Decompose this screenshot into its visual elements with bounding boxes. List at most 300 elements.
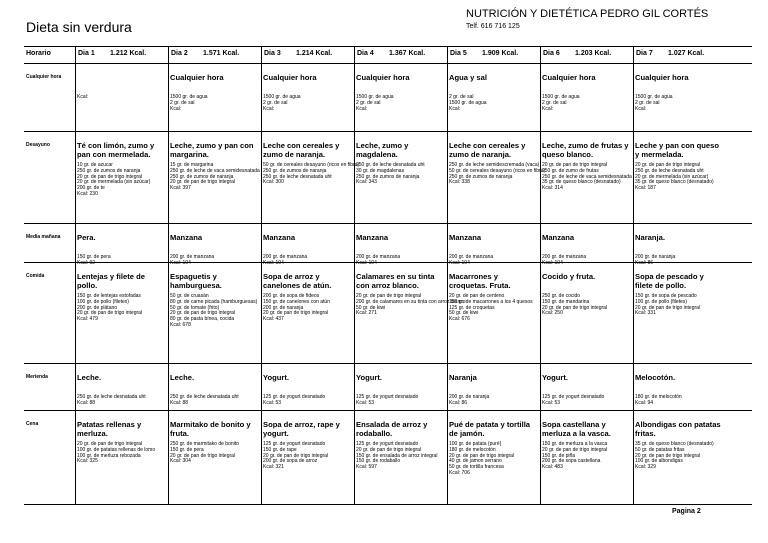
meal-cell (170, 272, 258, 329)
ingredient-line: 30 gr. de magdalenas (356, 167, 405, 174)
ingredient-line: 200 gr. de manzana (263, 254, 308, 260)
ingredient-line: Kcal: 329 (635, 464, 656, 471)
dish-name: Ensalada de arroz y rodaballo. (356, 420, 428, 438)
ingredient-line: Kcal: (170, 105, 182, 112)
ingredient-line: 150 gr. de rape (263, 446, 297, 453)
ingredient-line: 250 gr. de zumos de naranja (77, 167, 141, 174)
ingredient-list (170, 255, 258, 267)
ingredient-line: 2 gr. de sal (263, 99, 288, 106)
ingredient-list (77, 395, 165, 407)
ingredient-list (542, 95, 630, 112)
ingredient-line: 40 gr. de jamon serrano (449, 458, 502, 465)
ingredient-line: 20 gr. de pan de trigo integral (356, 293, 422, 299)
table-rule (24, 410, 752, 411)
ingredient-line: 250 gr. de zumo de frutas (542, 167, 599, 174)
ingredient-line: Kcal: 397 (170, 185, 191, 192)
meal-cell (542, 272, 630, 317)
ingredient-line: 50 gr. de tortilla francesa (449, 464, 504, 471)
header-day-kcal: 1.214 Kcal. (296, 50, 333, 57)
clinic-phone: Telf. 616 716 125 (466, 23, 520, 30)
ingredient-line: Kcal: 314 (542, 185, 563, 192)
meal-cell (77, 373, 165, 407)
dish-name: Naranja. (635, 233, 665, 242)
meal-cell (263, 233, 351, 267)
ingredient-line: Kcal: (77, 94, 89, 100)
ingredient-list (170, 442, 258, 465)
ingredient-list (542, 395, 630, 407)
dish-name: Sopa de arroz, rape y yogurt. (263, 420, 340, 438)
column-divider (354, 46, 355, 504)
ingredient-line: Kcal: 88 (170, 399, 189, 406)
table-rule (24, 46, 752, 47)
ingredient-line: 50 gr. de tomate (frito) (170, 304, 220, 311)
dish-name: Leche con cereales y zumo de naranja. (263, 141, 340, 159)
ingredient-list (635, 163, 723, 192)
header-day-kcal: 1.203 Kcal. (575, 50, 612, 57)
ingredient-list (449, 442, 537, 477)
ingredient-list (542, 163, 630, 192)
ingredient-line: Kcal: 437 (263, 316, 284, 323)
ingredient-line: 2 gr. de sal (449, 94, 474, 100)
meal-cell (356, 73, 444, 112)
ingredient-line: 150 gr. de piña (542, 452, 576, 459)
ingredient-list (170, 163, 258, 192)
dish-name: Espaguetis y hamburguesa. (170, 272, 222, 290)
meal-cell (263, 420, 351, 471)
ingredient-line: 15 gr. de margarina (170, 162, 214, 168)
ingredient-line: Kcal: 321 (263, 464, 284, 471)
ingredient-line: 200 gr. de te (77, 185, 105, 192)
ingredient-line: 50 gr. de cruasán (170, 293, 209, 299)
ingredient-line: 200 gr. de naranja (263, 304, 304, 311)
ingredient-line: Kcal: 271 (356, 310, 377, 317)
header-day-kcal: 1.909 Kcal. (482, 50, 519, 57)
meal-cell (356, 233, 444, 267)
ingredient-line: 20 gr. de pan de trigo integral (542, 162, 608, 168)
ingredient-line: 2 gr. de sal (635, 99, 660, 106)
ingredient-list (449, 95, 537, 112)
ingredient-list (542, 294, 630, 317)
ingredient-line: Kcal: 343 (356, 179, 377, 186)
ingredient-line: 125 gr. de yogurt desnatado (263, 441, 326, 447)
dish-name: Cualquier hora (542, 73, 596, 82)
column-divider (540, 46, 541, 504)
ingredient-line: 200 gr. de sopa de arroz (263, 458, 318, 465)
ingredient-line: 250 gr. de zumos de naranja (356, 173, 420, 180)
ingredient-line: Kcal: (263, 105, 275, 112)
header-day-label: Dia 2 (171, 50, 188, 57)
ingredient-list (356, 293, 466, 317)
ingredient-line: 80 gr. de carne picada (hamburguesas) (170, 298, 258, 305)
ingredient-line: 200 gr. de sopa castellana (542, 458, 601, 465)
ingredient-line: Kcal: 94 (635, 399, 654, 406)
ingredient-line: 20 gr. de pan de centeno (449, 293, 505, 299)
header-day-label: Dia 3 (264, 50, 281, 57)
header-horario: Horario (26, 50, 51, 57)
dish-name: Manzana (170, 233, 203, 242)
meal-cell (263, 73, 351, 112)
meal-cell (449, 272, 537, 323)
meal-cell (77, 420, 165, 465)
ingredient-line: 50 gr. de patatas fritas (635, 446, 685, 453)
header-day-kcal: 1.212 Kcal. (110, 50, 147, 57)
ingredient-list (263, 442, 351, 471)
dish-name: Leche, zumo y magdalena. (356, 141, 409, 159)
column-divider (75, 46, 76, 504)
dish-name: Leche y pan con queso y mermelada. (635, 141, 719, 159)
ingredient-line: 150 gr. de merluza a la vasca (542, 441, 608, 447)
header-day-kcal: 1.571 Kcal. (203, 50, 240, 57)
ingredient-line: 180 gr. de melocotón (449, 446, 496, 453)
meal-cell (542, 373, 630, 407)
ingredient-line: 250 gr. de cocido (542, 293, 581, 299)
ingredient-line: Kcal: 104 (449, 259, 470, 266)
dish-name: Agua y sal (449, 73, 487, 82)
ingredient-line: 150 gr. de pera (170, 446, 204, 453)
header-day-kcal: 1.027 Kcal. (668, 50, 705, 57)
column-divider (261, 46, 262, 504)
ingredient-line: 20 gr. de pan de trigo integral (170, 452, 236, 459)
ingredient-list (449, 395, 537, 407)
ingredient-line: Kcal: 479 (77, 316, 98, 323)
ingredient-list (635, 294, 723, 317)
meal-cell (356, 272, 466, 317)
meal-cell (356, 373, 444, 407)
ingredient-list (263, 162, 360, 186)
ingredient-line: 20 gr. de mermelada (sin azúcar) (635, 173, 709, 180)
ingredient-line: 2 gr. de sal (356, 99, 381, 106)
ingredient-line: 20 gr. de pan de trigo integral (263, 452, 329, 459)
ingredient-line: 150 gr. de macarrones a los 4 quesos (449, 298, 533, 305)
clinic-name: NUTRICIÓN Y DIETÉTICA PEDRO GIL CORTÉS (466, 8, 709, 20)
meal-cell (170, 233, 258, 267)
dish-name: Leche, zumo de frutas y queso blanco. (542, 141, 629, 159)
header-day-label: Dia 5 (450, 50, 467, 57)
ingredient-line: 250 gr. de marmitako de bonito (170, 441, 239, 447)
ingredient-line: Kcal: 92 (77, 259, 96, 266)
ingredient-line: 20 gr. de pan de trigo integral (170, 179, 236, 186)
ingredient-line: 150 gr. de mandarina (542, 298, 590, 305)
ingredient-line: 20 gr. de pan de trigo integral (77, 441, 143, 447)
dish-name: Yogurt. (263, 373, 290, 382)
ingredient-list (263, 395, 351, 407)
ingredient-line: 20 gr. de pan de trigo integral (77, 310, 143, 317)
ingredient-line: 1500 gr. de agua (356, 94, 394, 100)
ingredient-line: Kcal: 300 (263, 179, 284, 186)
ingredient-line: Kcal: 187 (635, 185, 656, 192)
meal-cell (263, 141, 360, 186)
ingredient-list (77, 163, 165, 198)
ingredient-line: 125 gr. de yogurt desnatado (356, 441, 419, 447)
meal-cell (635, 73, 723, 112)
ingredient-line: 125 gr. de yogurt desnatado (542, 394, 605, 400)
ingredient-line: 20 gr. de pan de trigo integral (356, 446, 422, 453)
dish-name: Cualquier hora (170, 73, 224, 82)
ingredient-list (449, 294, 537, 323)
ingredient-line: 80 gr. de pasta bínea, cocida (170, 316, 235, 323)
meal-cell (635, 420, 723, 471)
meal-cell (542, 233, 630, 267)
ingredient-line: Kcal: 104 (542, 259, 563, 266)
ingredient-line: Kcal: 597 (356, 464, 377, 471)
table-rule (24, 223, 752, 224)
row-label: Merienda (26, 374, 48, 380)
ingredient-line: 200 gr. de manzana (170, 254, 215, 260)
ingredient-line: 1500 gr. de agua (170, 94, 208, 100)
dish-name: Pera. (77, 233, 96, 242)
meal-cell (263, 272, 351, 323)
ingredient-line: Kcal: (356, 105, 368, 112)
ingredient-line: Kcal: 331 (635, 310, 656, 317)
ingredient-line: 100 gr. de pollo (filetes) (635, 298, 687, 305)
ingredient-list (77, 255, 165, 267)
ingredient-line: 125 gr. de yogurt desnatado (356, 394, 419, 400)
ingredient-line: 20 gr. de pan de trigo integral (77, 173, 143, 180)
dish-name: Leche. (170, 373, 195, 382)
ingredient-list (356, 395, 444, 407)
ingredient-line: 20 gr. de pan de trigo integral (635, 452, 701, 459)
ingredient-line: 100 gr. de albondigas (635, 458, 683, 465)
ingredient-line: 20 gr. de pan de trigo integral (263, 310, 329, 317)
dish-name: Pué de patata y tortilla de jamón. (449, 420, 531, 438)
ingredient-line: 150 gr. de ensalada de arroz integral (356, 452, 438, 459)
ingredient-line: 20 gr. de mermelada (sin azúcar) (77, 179, 151, 186)
ingredient-line: Kcal: 230 (77, 190, 98, 197)
table-rule (24, 504, 752, 505)
ingredient-list (356, 95, 444, 112)
dish-name: Leche. (77, 373, 102, 382)
dish-name: Lentejas y filete de pollo. (77, 272, 145, 290)
ingredient-list (170, 395, 258, 407)
meal-cell (77, 73, 165, 101)
ingredient-line: 1500 gr. de agua (449, 99, 487, 106)
column-divider (168, 46, 169, 504)
row-label: Desayuno (26, 142, 50, 148)
row-label: Cualquier hora (26, 74, 62, 80)
ingredient-list (170, 294, 258, 329)
meal-cell (449, 373, 537, 407)
dish-name: Cualquier hora (263, 73, 317, 82)
ingredient-list (356, 442, 444, 471)
meal-cell (77, 272, 165, 323)
meal-cell (542, 73, 630, 112)
ingredient-line: 200 gr. de plátano (77, 304, 118, 311)
ingredient-line: 20 gr. de pan de trigo integral (635, 162, 701, 168)
dish-name: Cualquier hora (356, 73, 410, 82)
ingredient-list (77, 95, 165, 101)
meal-cell (542, 420, 630, 471)
ingredient-line: 100 gr. de merluza rebozada (77, 452, 141, 459)
meal-cell (542, 141, 630, 192)
ingredient-line: 250 gr. de leche desnatada uht (263, 173, 332, 180)
ingredient-line: 1500 gr. de agua (263, 94, 301, 100)
dish-name: Té con limón, zumo y pan con mermelada. (77, 141, 155, 159)
ingredient-line: 200 gr. de sopa de fideos (263, 293, 320, 299)
ingredient-line: 180 gr. de melocotón (635, 394, 682, 400)
ingredient-line: 250 gr. de leche de vaca semidesnatada (170, 167, 260, 174)
ingredient-line: 250 gr. de zumos de naranja (263, 167, 327, 174)
dish-name: Manzana (263, 233, 296, 242)
ingredient-line: 2 gr. de sal (170, 99, 195, 106)
ingredient-line: Kcal: 706 (449, 469, 470, 476)
ingredient-list (170, 95, 258, 112)
ingredient-line: 150 gr. de lentejas estofadas (77, 293, 141, 299)
dish-name: Leche, zumo y pan con margarina. (170, 141, 254, 159)
ingredient-list (542, 442, 630, 471)
ingredient-line: Kcal: 325 (77, 458, 98, 465)
meal-cell (449, 420, 537, 477)
dish-name: Melocotón. (635, 373, 676, 382)
table-rule (24, 63, 752, 64)
ingredient-line: 50 gr. de kiwi (449, 310, 479, 317)
ingredient-list (635, 395, 723, 407)
meal-cell (635, 373, 723, 407)
ingredient-line: 150 gr. de canelones con atún (263, 298, 330, 305)
ingredient-line: Kcal: 338 (449, 179, 470, 186)
page-number: Pagina 2 (672, 508, 701, 515)
ingredient-line: 200 gr. de manzana (542, 254, 587, 260)
dish-name: Sopa castellana y merluza a la vasca. (542, 420, 611, 438)
meal-cell (449, 73, 537, 112)
row-label: Media mañana (26, 234, 61, 240)
ingredient-list (449, 162, 546, 186)
table-rule (24, 363, 752, 364)
ingredient-list (542, 255, 630, 267)
dish-name: Manzana (542, 233, 575, 242)
ingredient-list (263, 294, 351, 323)
ingredient-line: Kcal: 104 (356, 259, 377, 266)
ingredient-line: Kcal: 104 (170, 259, 191, 266)
ingredient-line: 20 gr. de pan de trigo integral (635, 304, 701, 311)
ingredient-line: 50 gr. de cereales desayuno (ricos en fibra) (449, 167, 546, 174)
ingredient-list (263, 95, 351, 112)
ingredient-line: 1500 gr. de agua (635, 94, 673, 100)
dish-name: Macarrones y croquetas. Fruta. (449, 272, 511, 290)
ingredient-line: 1500 gr. de agua (542, 94, 580, 100)
ingredient-line: Kcal: 483 (542, 464, 563, 471)
ingredient-line: 20 gr. de pan de trigo integral (542, 304, 608, 311)
meal-cell (635, 233, 723, 267)
ingredient-line: 200 gr. de calamares en su tinta con arroz blanco (356, 298, 466, 305)
ingredient-line: Kcal: 53 (263, 399, 282, 406)
ingredient-line: Kcal: (542, 105, 554, 112)
ingredient-line: 250 gr. de zumos de naranja (170, 173, 234, 180)
ingredient-list (635, 255, 723, 267)
ingredient-line: 250 gr. de leche semidescremada (vaca) (449, 162, 540, 168)
ingredient-line: 250 gr. de leche desnatada uht (635, 167, 704, 174)
meal-cell (263, 373, 351, 407)
dish-name: Marmitako de bonito y fruta. (170, 420, 251, 438)
meal-cell (449, 233, 537, 267)
ingredient-line: 35 gr. de queso blanco (desnatado) (635, 179, 714, 186)
ingredient-line: 200 gr. de manzana (356, 254, 401, 260)
ingredient-list (356, 255, 444, 267)
dish-name (77, 73, 165, 91)
dish-name: Albondigas con patatas fritas. (635, 420, 721, 438)
ingredient-line: 200 gr. de manzana (449, 254, 494, 260)
page-title: Dieta sin verdura (26, 19, 132, 35)
ingredient-line: 35 gr. de queso blanco (desnatado) (542, 179, 621, 186)
ingredient-line: 2 gr. de sal (542, 99, 567, 106)
ingredient-line: 50 gr. de cereales desayuno (ricos en fibra) (263, 162, 360, 168)
ingredient-line: Kcal: 53 (356, 399, 375, 406)
ingredient-line: 20 gr. de pan de trigo integral (170, 310, 236, 317)
ingredient-line: 20 gr. de pan de trigo integral (542, 446, 608, 453)
ingredient-line: 200 gr. de naranja (449, 394, 490, 400)
ingredient-line: 250 gr. de leche desnatada uht (77, 394, 146, 400)
ingredient-list (356, 163, 444, 186)
ingredient-line: 250 gr. de leche de vaca semidesnatada (542, 173, 632, 180)
ingredient-line: Kcal: 53 (542, 399, 561, 406)
ingredient-line: 10 gr. de azucar (77, 162, 113, 168)
ingredient-line: 250 gr. de leche desnatada uht (170, 394, 239, 400)
dish-name: Yogurt. (356, 373, 383, 382)
dish-name: Cocido y fruta. (542, 272, 596, 281)
header-day-label: Dia 4 (357, 50, 374, 57)
header-day-label: Dia 1 (78, 50, 95, 57)
header-day-kcal: 1.367 Kcal. (389, 50, 426, 57)
meal-cell (77, 233, 165, 267)
table-rule (24, 131, 752, 132)
dish-name: Manzana (356, 233, 389, 242)
ingredient-line: 50 gr. de kiwi (356, 304, 386, 311)
meal-cell (356, 420, 444, 471)
meal-cell (635, 141, 723, 192)
ingredient-line: 150 gr. de sopa de pescado (635, 293, 697, 299)
ingredient-line: 150 gr. de pera (77, 254, 111, 260)
meal-cell (356, 141, 444, 186)
dish-name: Sopa de pescado y filete de pollo. (635, 272, 704, 290)
meal-cell (170, 420, 258, 465)
meal-cell (170, 73, 258, 112)
dish-name: Yogurt. (542, 373, 569, 382)
ingredient-line: 35 gr. de queso blanco (desnatado) (635, 441, 714, 447)
header-day-label: Dia 7 (636, 50, 653, 57)
ingredient-line: 125 gr. de yogurt desnatado (263, 394, 326, 400)
ingredient-line: Kcal: 678 (170, 321, 191, 328)
ingredient-line: Kcal: 86 (449, 399, 468, 406)
dish-name: Manzana (449, 233, 482, 242)
dish-name: Sopa de arroz y canelones de atún. (263, 272, 332, 290)
ingredient-line: 200 gr. de naranja (635, 254, 676, 260)
dish-name: Naranja (449, 373, 477, 382)
column-divider (447, 46, 448, 504)
dish-name: Patatas rellenas y merluza. (77, 420, 142, 438)
meal-cell (170, 373, 258, 407)
meal-cell (77, 141, 165, 198)
ingredient-list (635, 442, 723, 471)
header-day-label: Dia 6 (543, 50, 560, 57)
ingredient-list (263, 255, 351, 267)
dish-name: Leche con cereales y zumo de naranja. (449, 141, 526, 159)
ingredient-line: 20 gr. de pan de trigo integral (449, 452, 515, 459)
ingredient-line: Kcal: 304 (170, 458, 191, 465)
ingredient-line: Kcal: 88 (77, 399, 96, 406)
row-label: Cena (26, 421, 39, 427)
meal-cell (449, 141, 546, 186)
row-label: Comida (26, 273, 45, 279)
ingredient-line: Kcal: 86 (635, 259, 654, 266)
ingredient-line: 125 gr. de croquetas (449, 304, 495, 311)
ingredient-line: Kcal: (449, 105, 461, 112)
ingredient-line: 250 gr. de zumos de naranja (449, 173, 513, 180)
dish-name: Calamares en su tinta con arroz blanco. (356, 272, 435, 290)
meal-cell (170, 141, 258, 192)
ingredient-line: 250 gr. de leche desnatada uht (356, 162, 425, 168)
ingredient-line: Kcal: (635, 105, 647, 112)
column-divider (633, 46, 634, 504)
ingredient-list (449, 255, 537, 267)
